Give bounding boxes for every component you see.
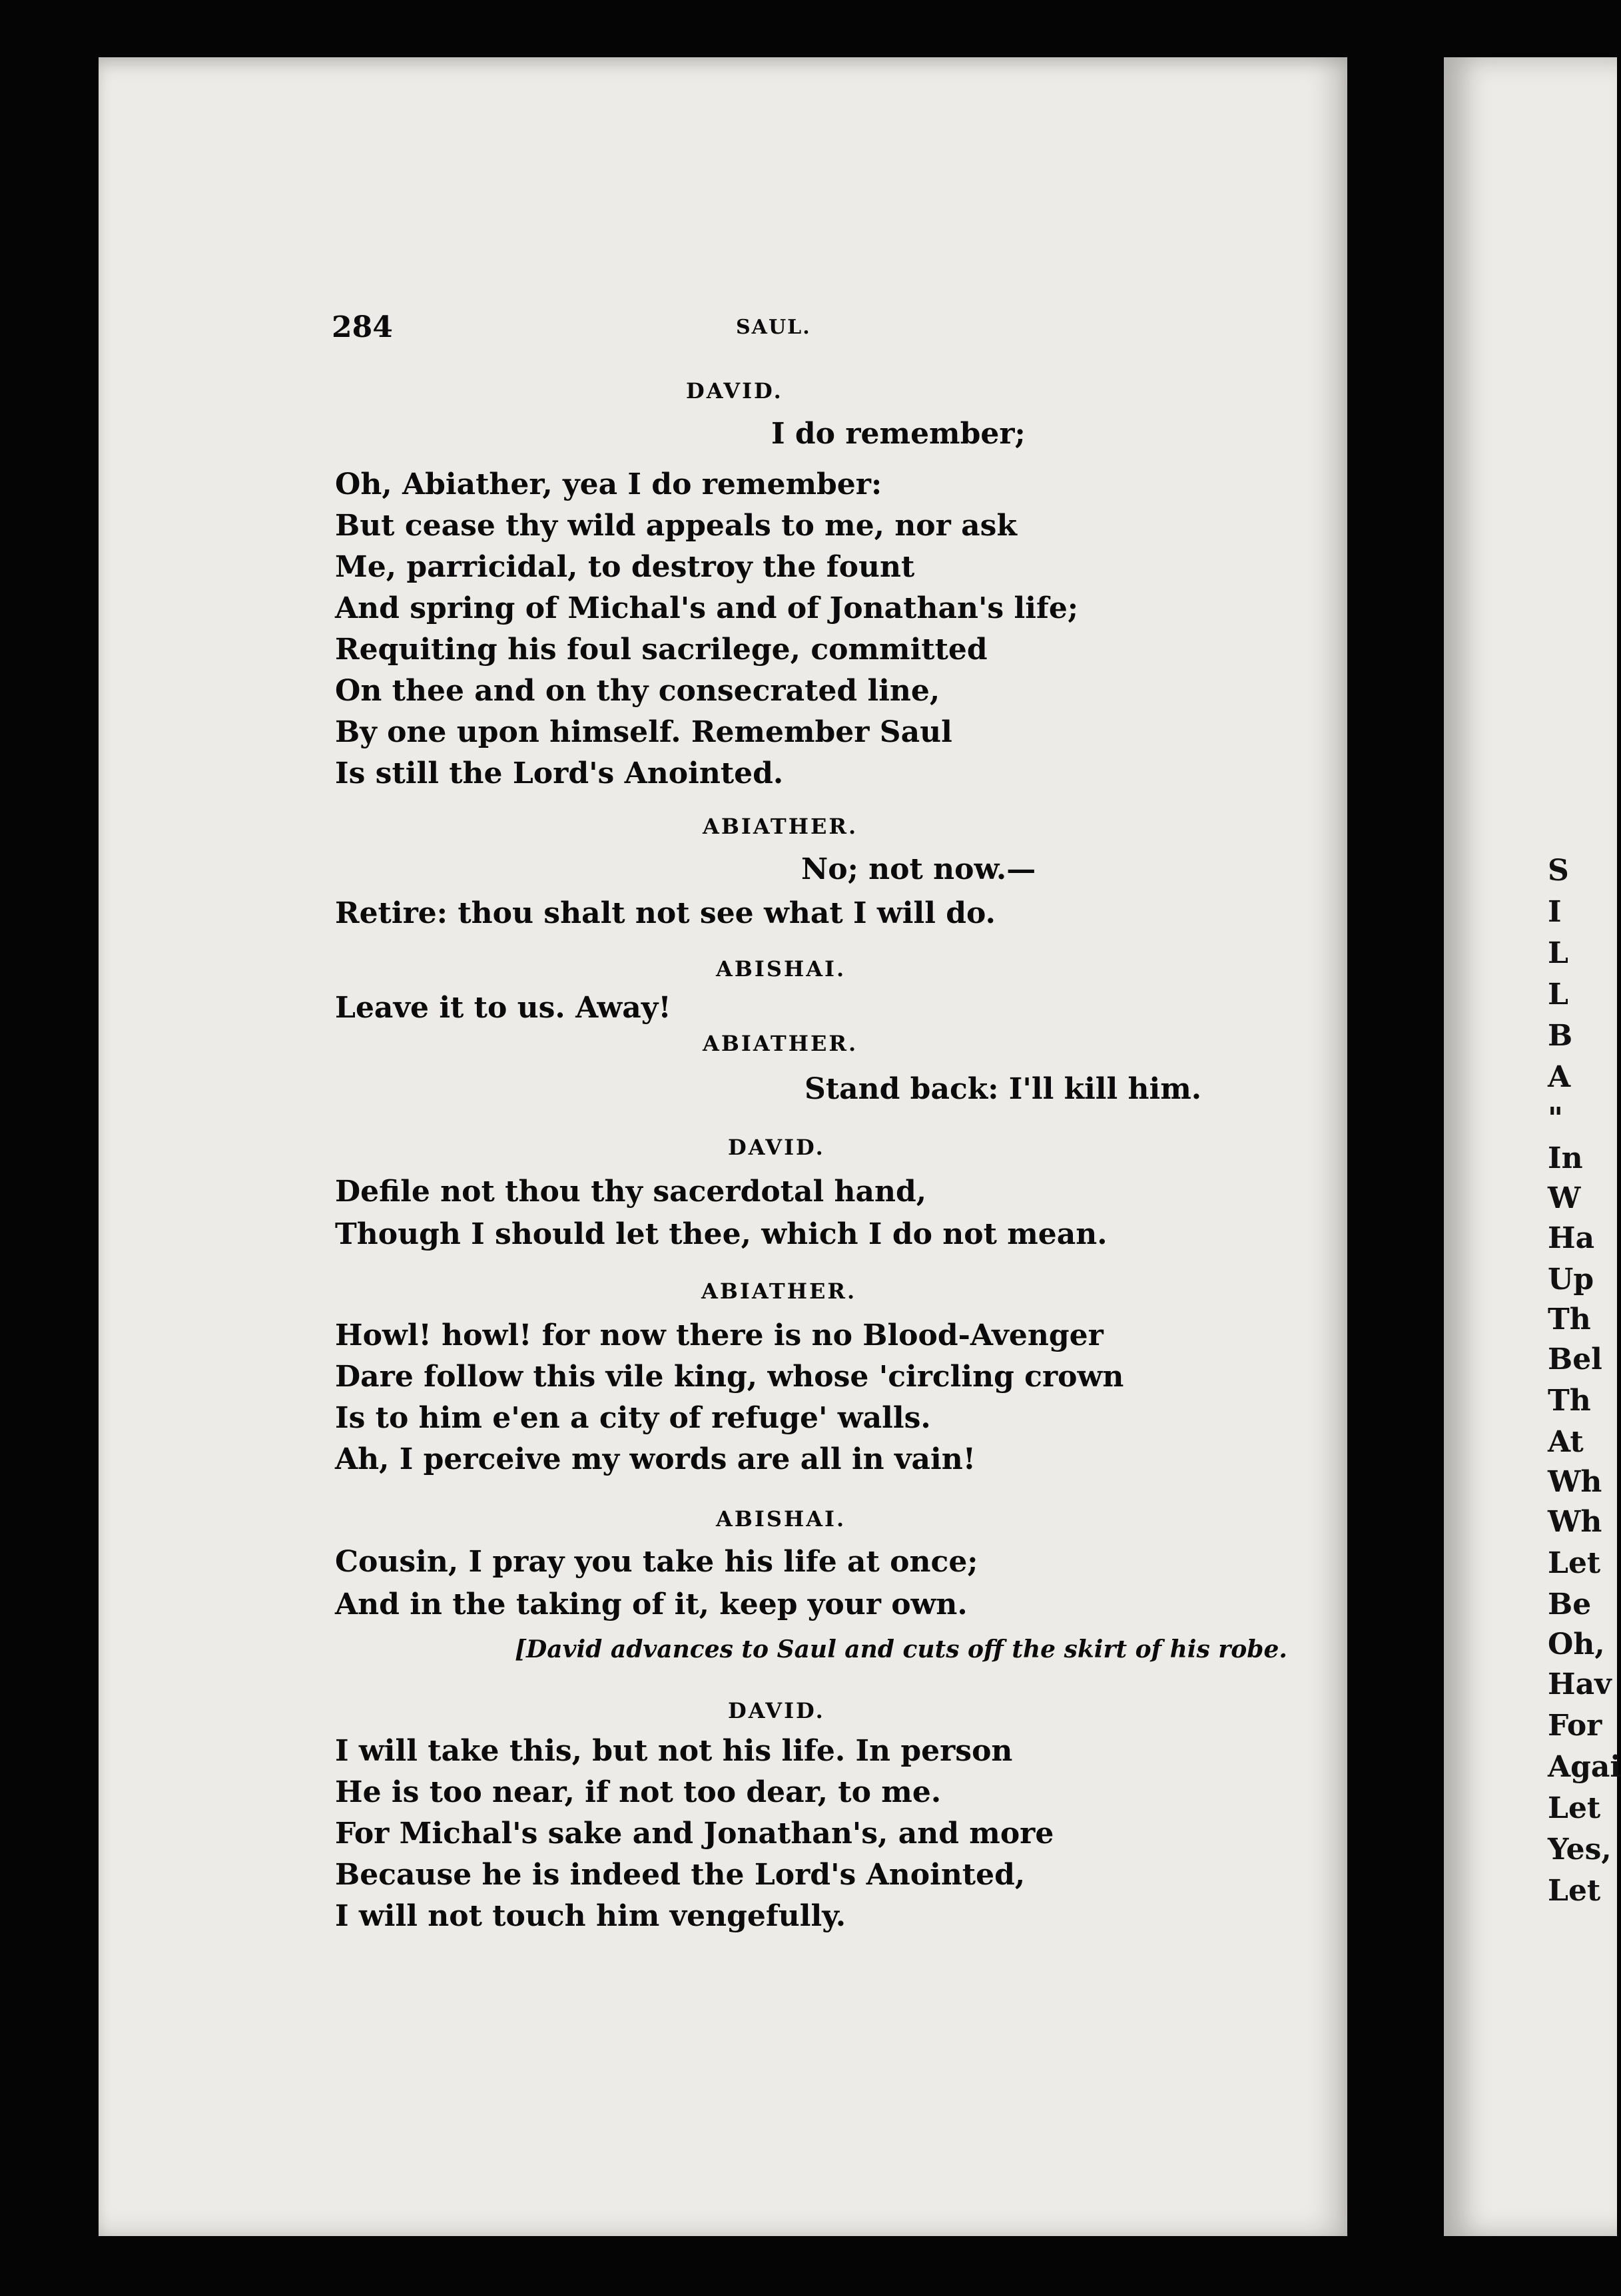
speaker-name: ABIATHER.	[703, 814, 858, 839]
facing-page-fragment: Let	[1548, 1791, 1601, 1825]
facing-page-fragment: "	[1548, 1101, 1563, 1135]
running-title: SAUL.	[736, 316, 811, 339]
facing-page-fragment: For	[1548, 1709, 1602, 1743]
facing-page-edge	[1444, 57, 1617, 2236]
verse-line: Stand back: I'll kill him.	[805, 1072, 1202, 1106]
verse-line: Cousin, I pray you take his life at once;	[335, 1545, 978, 1579]
speaker-name: DAVID.	[728, 1135, 825, 1160]
speaker-name: ABISHAI.	[716, 956, 846, 982]
facing-page-fragment: Th	[1548, 1384, 1591, 1418]
page-number: 284	[332, 310, 393, 344]
verse-line: Me, parricidal, to destroy the fount	[335, 550, 915, 584]
verse-line: He is too near, if not too dear, to me.	[335, 1775, 942, 1809]
verse-line: I will take this, but not his life. In person	[335, 1734, 1013, 1768]
facing-page-fragment: W	[1548, 1181, 1581, 1215]
facing-page-fragment: L	[1548, 936, 1568, 970]
speaker-name: ABISHAI.	[716, 1506, 846, 1532]
speaker-name: ABIATHER.	[703, 1031, 858, 1056]
verse-line: Ah, I perceive my words are all in vain!	[335, 1442, 976, 1476]
verse-line: Retire: thou shalt not see what I will do.	[335, 896, 996, 930]
speaker-name: DAVID.	[728, 1698, 825, 1723]
verse-line: Leave it to us. Away!	[335, 991, 671, 1025]
verse-line: Oh, Abiather, yea I do remember:	[335, 467, 882, 501]
stage-direction: [David advances to Saul and cuts off the skirt of his robe.	[515, 1635, 1287, 1663]
facing-page-fragment: At	[1548, 1425, 1584, 1459]
verse-line: And spring of Michal's and of Jonathan's life;	[335, 591, 1079, 625]
facing-page-fragment: Th	[1548, 1302, 1591, 1336]
facing-page-fragment: Be	[1548, 1587, 1592, 1621]
facing-page-fragment: Up	[1548, 1263, 1594, 1296]
facing-page-fragment: Bel	[1548, 1342, 1602, 1376]
facing-page-fragment: B	[1548, 1019, 1573, 1053]
verse-line: For Michal's sake and Jonathan's, and more	[335, 1817, 1054, 1851]
verse-line: Is still the Lord's Anointed.	[335, 756, 784, 790]
facing-page-fragment: S	[1548, 854, 1569, 888]
verse-line: But cease thy wild appeals to me, nor ask	[335, 509, 1017, 543]
verse-line: By one upon himself. Remember Saul	[335, 715, 952, 749]
facing-page-fragment: Yes,	[1548, 1833, 1612, 1866]
verse-line: Requiting his foul sacrilege, committed	[335, 633, 988, 667]
verse-line: Howl! howl! for now there is no Blood-Avenger	[335, 1318, 1104, 1352]
verse-line: No; not now.—	[801, 852, 1036, 886]
verse-line: On thee and on thy consecrated line,	[335, 674, 940, 708]
verse-line: I do remember;	[771, 417, 1026, 451]
facing-page-fragment: Let	[1548, 1874, 1601, 1908]
facing-page-fragment: Hav	[1548, 1667, 1612, 1701]
facing-page-fragment: Let	[1548, 1546, 1601, 1580]
verse-line: And in the taking of it, keep your own.	[335, 1587, 968, 1621]
facing-page-fragment: Oh,	[1548, 1627, 1605, 1661]
facing-page-fragment: L	[1548, 978, 1568, 1011]
facing-page-fragment: Ha	[1548, 1221, 1595, 1255]
verse-line: Because he is indeed the Lord's Anointed,	[335, 1858, 1026, 1892]
verse-line: Though I should let thee, which I do not mean.	[335, 1217, 1108, 1251]
facing-page-fragment: A	[1548, 1060, 1571, 1094]
speaker-name: DAVID.	[686, 378, 783, 404]
verse-line: Defile not thou thy sacerdotal hand,	[335, 1175, 927, 1209]
facing-page-fragment: Wh	[1548, 1505, 1602, 1539]
speaker-name: ABIATHER.	[701, 1279, 857, 1304]
verse-line: Is to him e'en a city of refuge' walls.	[335, 1401, 931, 1435]
facing-page-fragment: In	[1548, 1141, 1583, 1175]
facing-page-fragment: I	[1548, 895, 1562, 929]
facing-page-fragment: Wh	[1548, 1465, 1602, 1499]
verse-line: Dare follow this vile king, whose 'circling crown	[335, 1360, 1124, 1394]
facing-page-fragment: Agai	[1548, 1750, 1621, 1784]
verse-line: I will not touch him vengefully.	[335, 1899, 846, 1933]
